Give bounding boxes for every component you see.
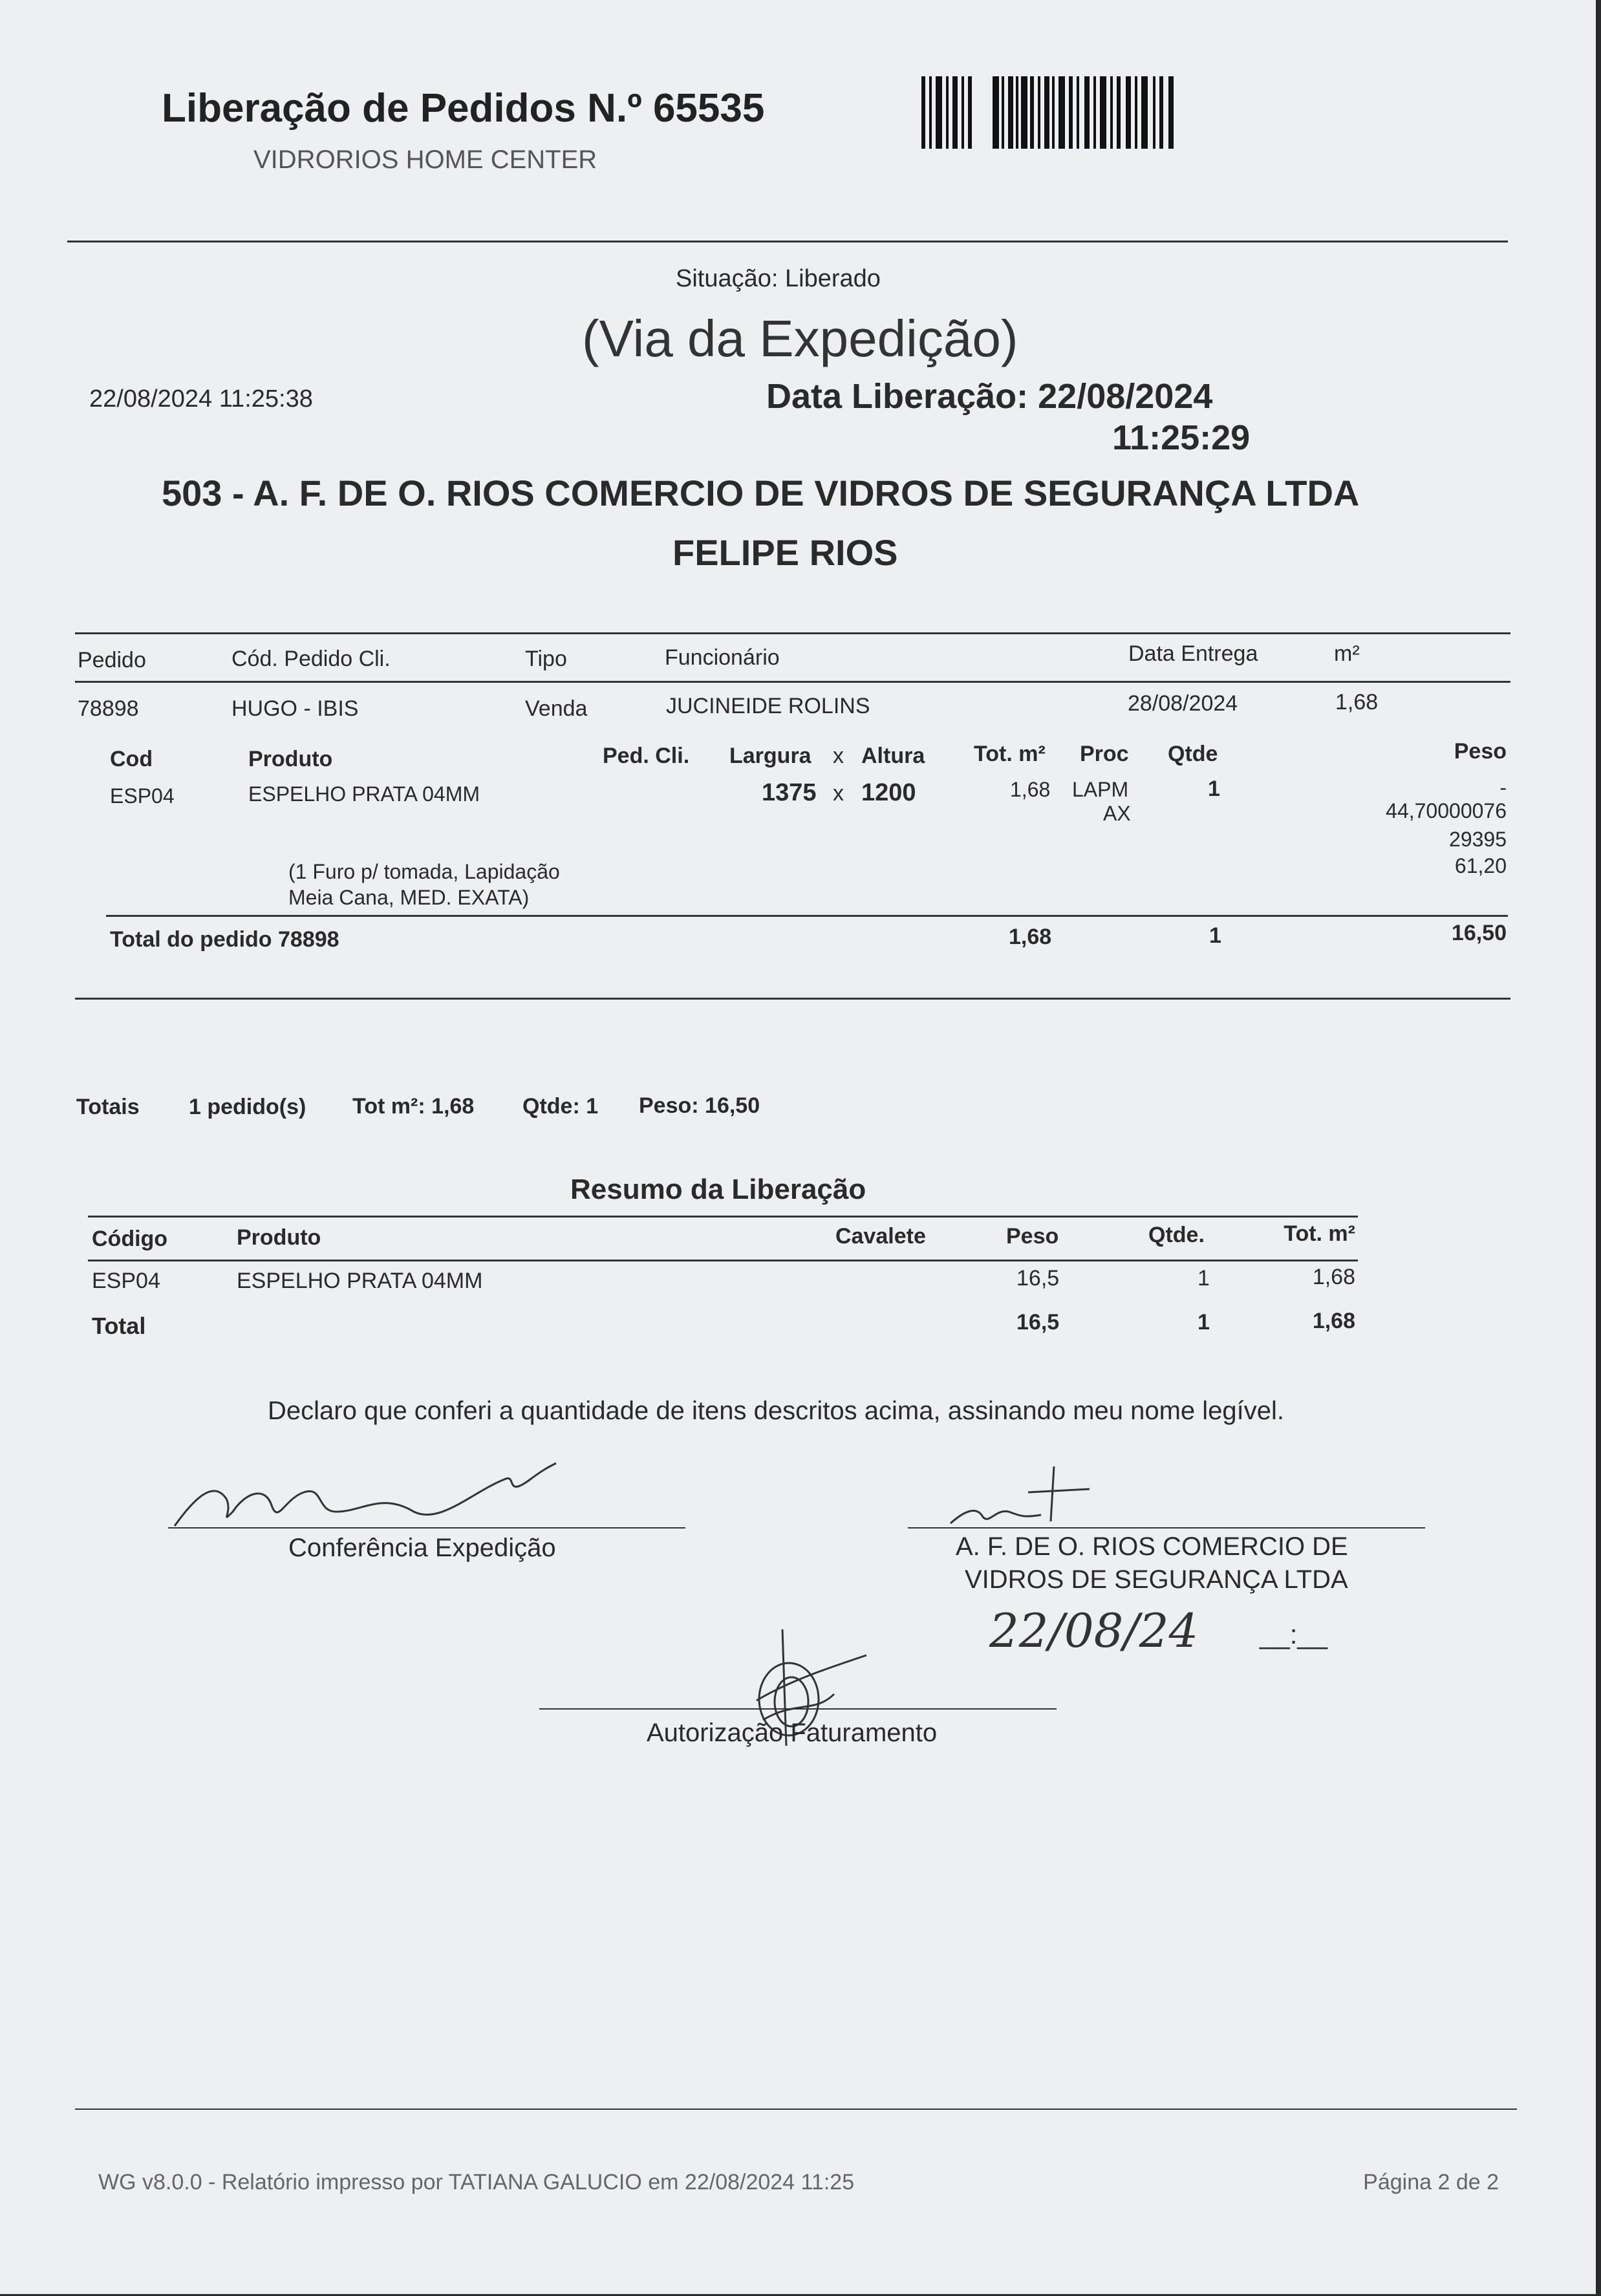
totals-m2: Tot m²: 1,68 — [352, 1094, 475, 1119]
barcode — [921, 76, 1175, 151]
item-proc-2: AX — [1103, 802, 1131, 825]
time-blank: __:__ — [1260, 1619, 1328, 1649]
item-header-ped-cli: Ped. Cli. — [603, 744, 690, 768]
client-name: 503 - A. F. DE O. RIOS COMERCIO DE VIDROS DE SEGURANÇA LTDA — [162, 473, 1360, 513]
summary-header-peso: Peso — [1006, 1224, 1059, 1249]
item-altura: 1200 — [861, 779, 916, 806]
totals-qtde: Qtde: 1 — [522, 1094, 599, 1119]
summary-header-cavalete: Cavalete — [835, 1224, 926, 1249]
order-header-cod-pedido-cli: Cód. Pedido Cli. — [231, 647, 391, 671]
item-qtde: 1 — [1208, 777, 1220, 801]
totals-peso: Peso: 16,50 — [639, 1093, 760, 1118]
company-signature-line — [908, 1527, 1425, 1529]
order-table-header-line — [75, 681, 1510, 683]
summary-qtde: 1 — [1198, 1266, 1210, 1291]
authorization-signature-line — [539, 1708, 1057, 1710]
summary-header-codigo: Código — [92, 1227, 168, 1251]
conference-signature-line — [168, 1527, 685, 1529]
summary-codigo: ESP04 — [92, 1269, 160, 1293]
declaration-text: Declaro que conferi a quantidade de itens descritos acima, assinando meu nome legível. — [268, 1397, 1285, 1425]
totals-divider — [75, 998, 1510, 1000]
handwritten-date: 22/08/24 — [989, 1604, 1199, 1658]
item-obs-2: Meia Cana, MED. EXATA) — [288, 886, 530, 909]
item-header-proc: Proc — [1080, 742, 1129, 766]
footer-print-info: WG v8.0.0 - Relatório impresso por TATIANA GALUCIO em 22/08/2024 11:25 — [98, 2170, 855, 2194]
item-produto: ESPELHO PRATA 04MM — [248, 782, 480, 806]
summary-header-tot-m2: Tot. m² — [1284, 1221, 1355, 1246]
order-data-entrega-value: 28/08/2024 — [1128, 691, 1238, 716]
order-m2-value: 1,68 — [1335, 690, 1379, 714]
company-signature — [944, 1460, 1099, 1531]
footer-page-number: Página 2 de 2 — [1363, 2170, 1499, 2194]
footer-divider — [75, 2108, 1517, 2110]
order-funcionario-value: JUCINEIDE ROLINS — [666, 694, 870, 718]
page-title: Liberação de Pedidos N.º 65535 — [162, 86, 765, 131]
release-time: 11:25:29 — [1112, 418, 1251, 457]
summary-title: Resumo da Liberação — [570, 1174, 866, 1205]
item-header-tot-m2: Tot. m² — [974, 742, 1046, 766]
summary-top-line — [88, 1216, 1358, 1218]
order-header-tipo: Tipo — [525, 647, 567, 671]
order-header-m2: m² — [1334, 641, 1360, 666]
summary-header-produto: Produto — [237, 1225, 321, 1250]
summary-header-line — [88, 1260, 1358, 1261]
item-peso-3: 29395 — [1449, 828, 1507, 851]
company-label-1: A. F. DE O. RIOS COMERCIO DE — [956, 1532, 1348, 1561]
copy-type: (Via da Expedição) — [582, 310, 1018, 367]
summary-total-qtde: 1 — [1198, 1310, 1210, 1335]
summary-tot-m2: 1,68 — [1312, 1265, 1355, 1289]
item-header-produto: Produto — [248, 747, 333, 771]
order-total-peso: 16,50 — [1451, 921, 1507, 945]
company-name: VIDRORIOS HOME CENTER — [253, 145, 597, 174]
order-total-label: Total do pedido 78898 — [110, 927, 339, 952]
print-datetime: 22/08/2024 11:25:38 — [89, 385, 313, 413]
order-header-funcionario: Funcionário — [665, 645, 780, 670]
order-total-m2: 1,68 — [1009, 925, 1052, 949]
totals-pedidos: 1 pedido(s) — [189, 1095, 306, 1119]
order-table-top-line — [75, 632, 1510, 634]
item-tot-m2: 1,68 — [1010, 778, 1051, 801]
header-divider — [67, 241, 1508, 242]
order-header-data-entrega: Data Entrega — [1128, 641, 1258, 666]
summary-header-qtde: Qtde. — [1148, 1223, 1205, 1247]
conference-label: Conferência Expedição — [288, 1534, 556, 1562]
item-total-line — [106, 915, 1508, 917]
order-tipo-value: Venda — [525, 696, 588, 721]
item-header-qtde: Qtde — [1168, 742, 1218, 766]
order-total-qtde: 1 — [1209, 923, 1221, 948]
situation-status: Situação: Liberado — [676, 265, 881, 292]
item-largura: 1375 — [762, 779, 817, 806]
item-header-x: x — [833, 744, 844, 768]
item-peso-1: - — [1499, 776, 1507, 799]
summary-total-m2: 1,68 — [1312, 1309, 1355, 1333]
summary-produto: ESPELHO PRATA 04MM — [237, 1269, 483, 1293]
totals-label: Totais — [76, 1095, 140, 1119]
contact-name: FELIPE RIOS — [672, 532, 898, 573]
item-proc-1: LAPM — [1072, 778, 1129, 801]
summary-total-label: Total — [92, 1313, 146, 1339]
release-date: Data Liberação: 22/08/2024 — [766, 377, 1213, 416]
item-x: x — [833, 781, 844, 806]
item-peso-2: 44,70000076 — [1386, 799, 1507, 822]
order-cod-cli-value: HUGO - IBIS — [231, 696, 359, 721]
item-cod: ESP04 — [110, 784, 175, 808]
summary-total-peso: 16,5 — [1016, 1310, 1060, 1335]
item-header-altura: Altura — [861, 744, 925, 768]
item-header-cod: Cod — [110, 747, 153, 771]
conference-signature — [168, 1454, 569, 1538]
order-header-pedido: Pedido — [78, 648, 146, 672]
item-peso-4: 61,20 — [1454, 854, 1507, 877]
item-header-largura: Largura — [729, 744, 811, 768]
authorization-label: Autorização Faturamento — [647, 1719, 938, 1747]
company-label-2: VIDROS DE SEGURANÇA LTDA — [965, 1565, 1348, 1594]
item-obs-1: (1 Furo p/ tomada, Lapidação — [288, 860, 560, 883]
order-pedido-value: 78898 — [78, 696, 139, 721]
summary-peso: 16,5 — [1016, 1266, 1060, 1291]
item-header-peso: Peso — [1454, 739, 1507, 764]
